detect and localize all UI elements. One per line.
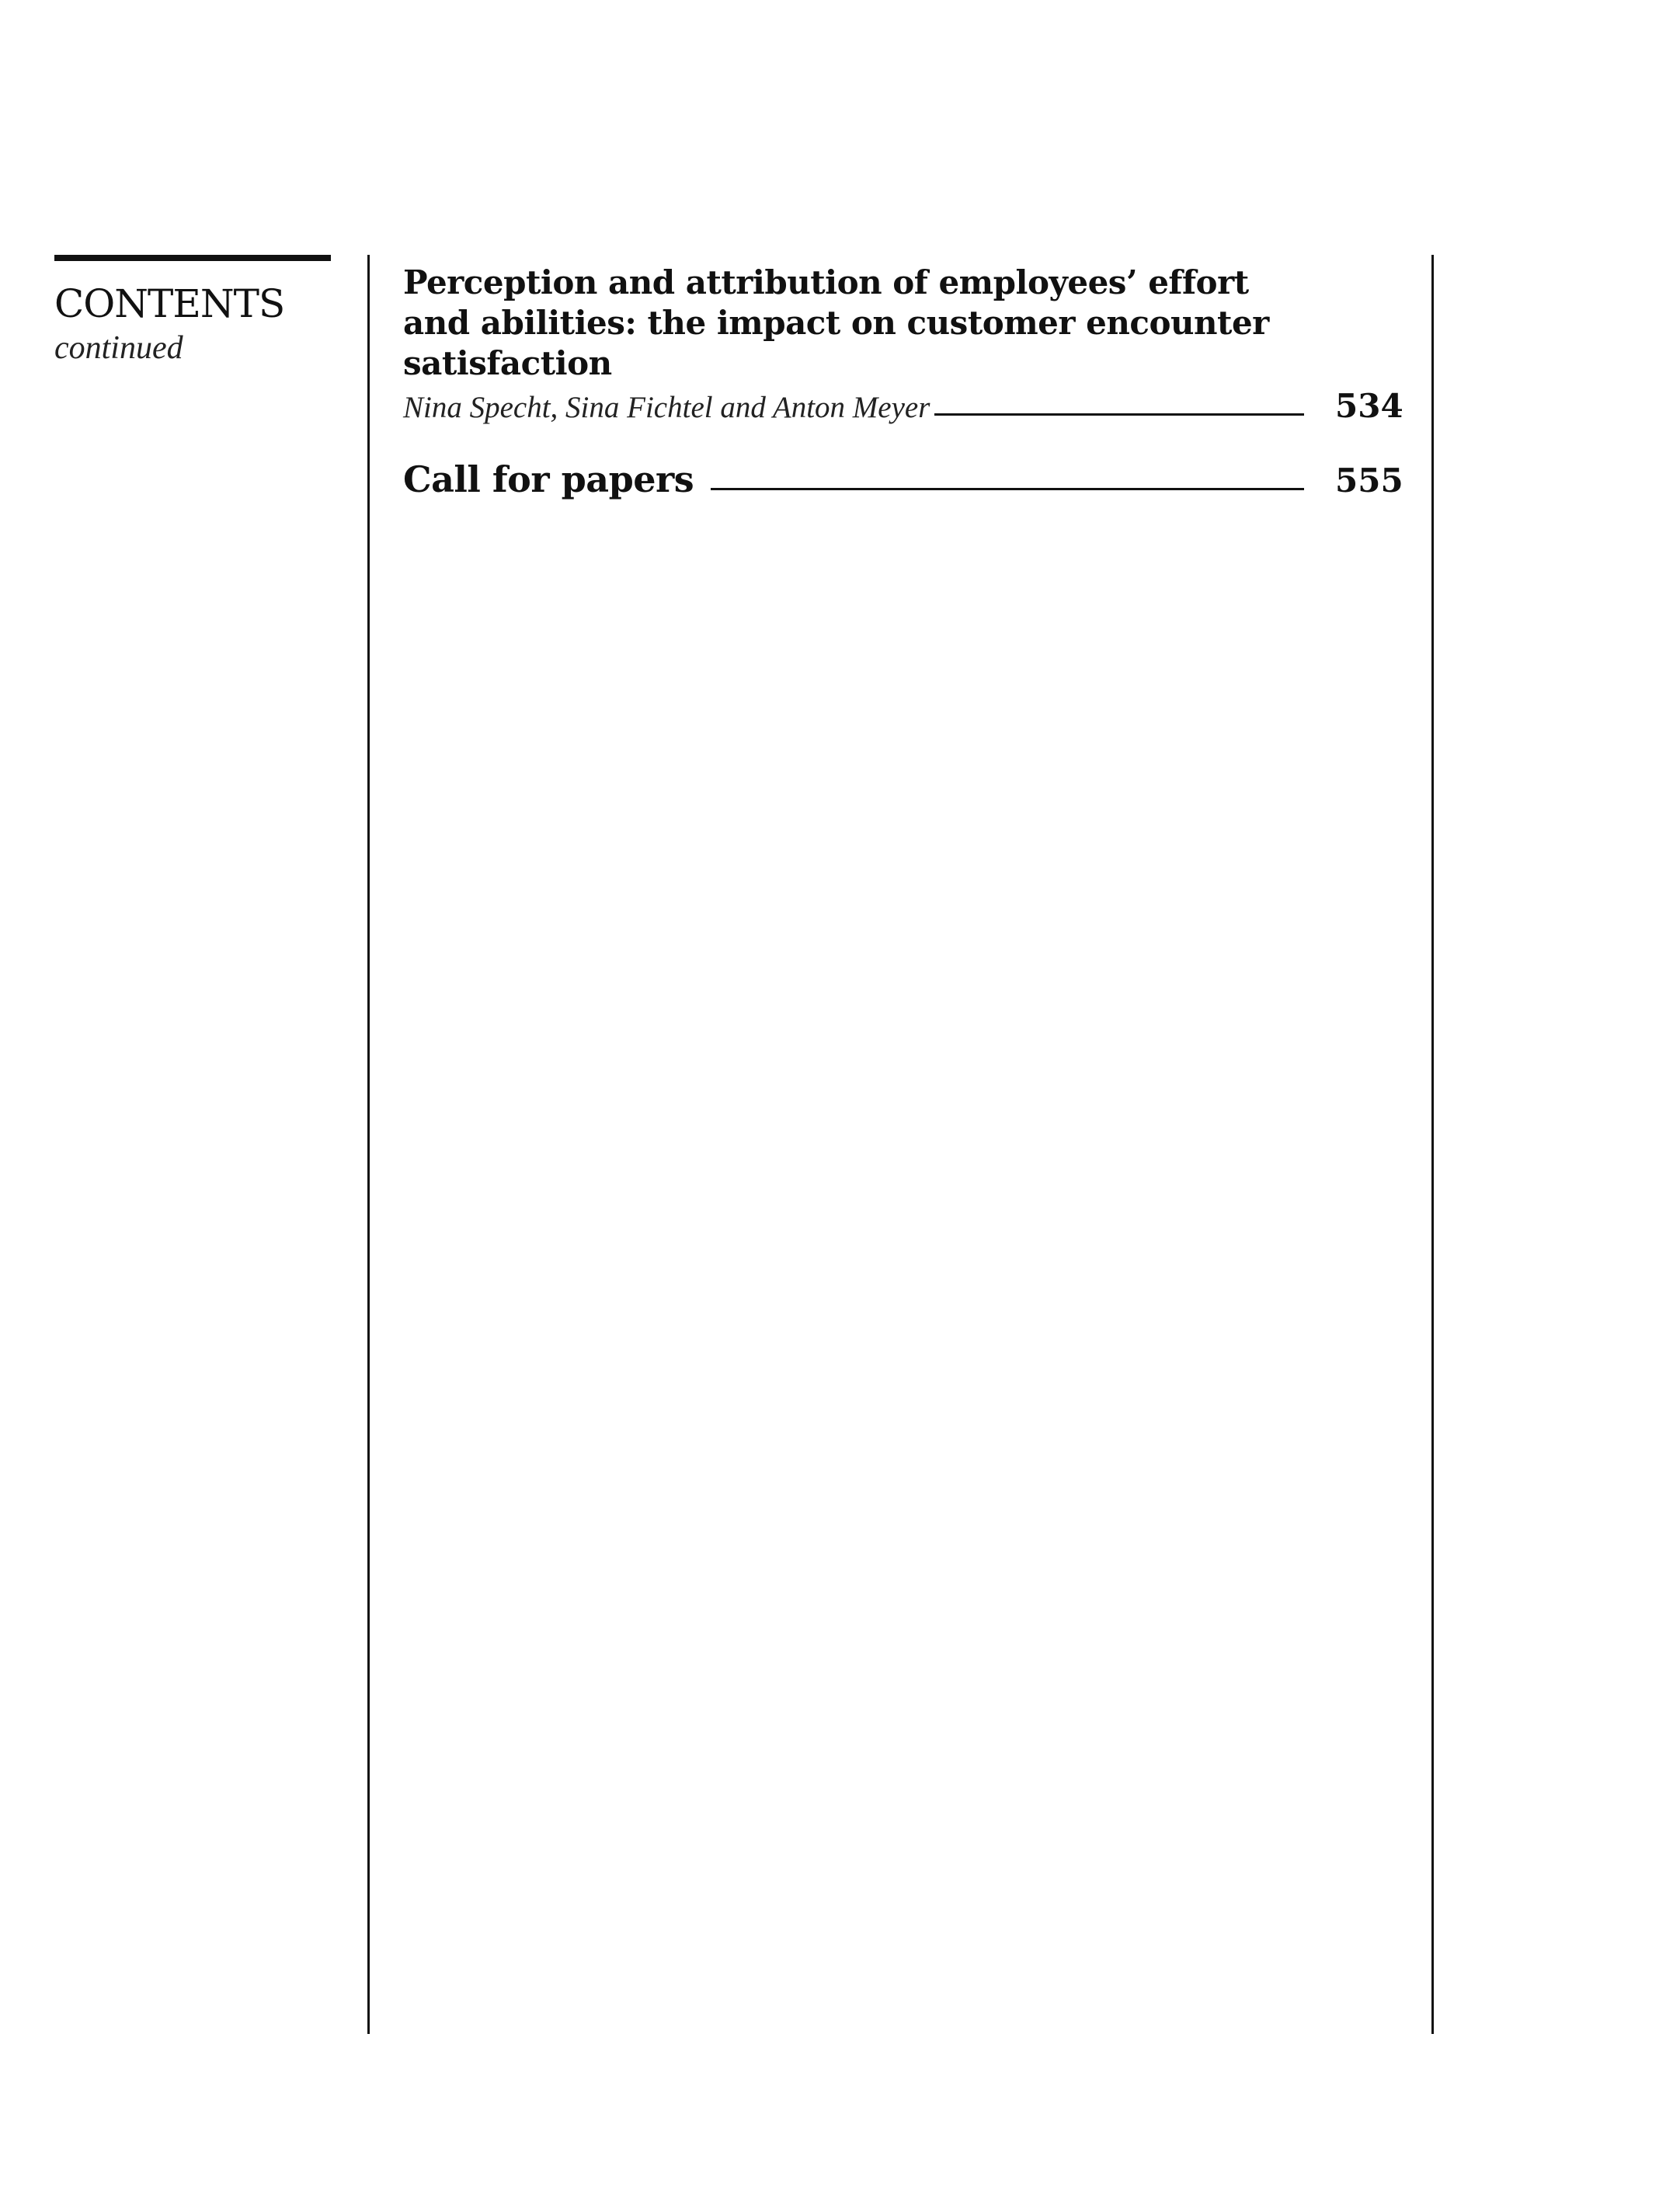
article-title-line: satisfaction — [403, 344, 612, 382]
contents-heading: CONTENTS — [54, 281, 285, 326]
left-column-rule — [367, 255, 370, 2034]
heading-rule — [54, 255, 331, 261]
call-for-papers-title[interactable]: Call for papers — [403, 458, 694, 500]
call-for-papers-page-number[interactable]: 555 — [1335, 461, 1403, 500]
article-title-line: Perception and attribution of employees’ effort — [403, 263, 1249, 301]
right-column-rule — [1431, 255, 1434, 2034]
call-for-papers-row[interactable] — [403, 458, 1403, 500]
article-page-number[interactable]: 534 — [1335, 387, 1403, 425]
article-authors: Nina Specht, Sina Fichtel and Anton Meyer — [403, 391, 930, 424]
dot-leader — [711, 488, 1304, 490]
contents-subheading: continued — [54, 330, 183, 366]
dot-leader — [934, 413, 1304, 416]
article-title-line: and abilities: the impact on customer encounter — [403, 304, 1269, 342]
article-author-row — [403, 387, 1403, 425]
article-title[interactable] — [403, 263, 1335, 384]
